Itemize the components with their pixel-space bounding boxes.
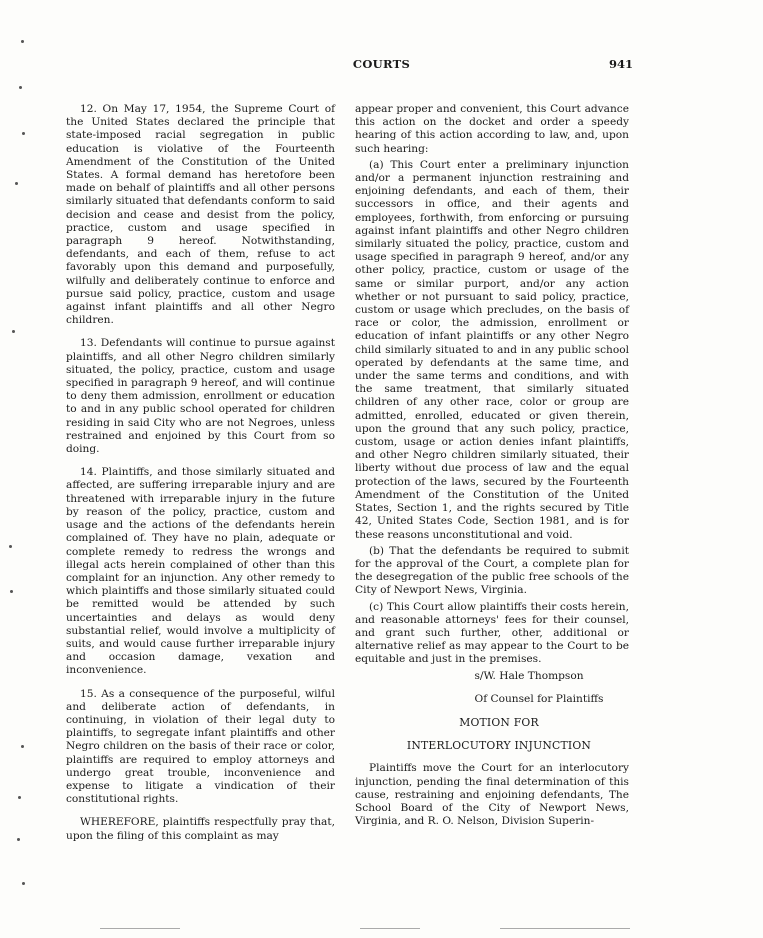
scan-artifact <box>18 796 21 799</box>
prayer-item-a: (a) This Court enter a preliminary injunction and/or a permanent injunction restraining and enjoining defendants, and each of them, their successors in office, and their agents and employees, forthwith, from enforcing or pursuing against infant plaintiffs and other Negro children similarly situated the policy, practice, custom and usage specified in paragraph 9 hereof, and/or any other policy, practice, custom or usage of the same or similar purport, and/or any action whether or not pursuant to said policy, practice, custom or usage which precludes, on the basis of race or color, the admission, enrollment or education of infant plaintiffs or any other Negro child similarly situated to and in any public school operated by defendants at the same time, and under the same terms and conditions, and with the same treatment, that similarly situated children of any other race, color or group are admitted, enrolled, educated or given therein, upon the ground that any such policy, practice, custom, usage or action denies infant plaintiffs, and other Negro children similarly situated, their liberty without due process of law and the equal protection of the laws, secured by the Fourteenth Amendment of the Constitution of the United States, Section 1, and the rights secured by Title 42, United States Code, Section 1981, and is for these reasons unconstitutional and void. <box>355 158 629 541</box>
scan-artifact <box>21 745 24 748</box>
scan-edge-line <box>100 928 180 929</box>
scan-artifact <box>9 545 12 548</box>
running-header-title: COURTS <box>352 57 411 71</box>
wherefore-clause: WHEREFORE, plaintiffs respectfully pray that, upon the filing of this complaint as may <box>66 816 335 842</box>
scan-edge-line <box>360 928 420 929</box>
prayer-item-b: (b) That the defendants be required to submit for the approval of the Court, a complete plan for the desegregation of the public free schools of the City of Newport News, Virginia. <box>355 544 629 597</box>
scan-edge-line <box>500 928 630 929</box>
scan-artifact <box>19 86 22 89</box>
left-column <box>66 103 335 853</box>
scan-artifact <box>15 182 18 185</box>
paragraph-12: 12. On May 17, 1954, the Supreme Court of the United States declared the principle that state-imposed racial segregation in public education is violative of the Fourteenth Amendment of the Constitution of the United States. A formal demand has heretofore been made on behalf of plaintiffs and all other persons similarly situated that defendants conform to said decision and cease and desist from the policy, practice, custom and usage specified in paragraph 9 hereof. Notwithstanding, defendants, and each of them, refuse to act favorably upon this demand and purposefully, wilfully and deliberately continue to enforce and pursue said policy, practice, custom and usage against infant plaintiffs and all other Negro children. <box>66 103 335 327</box>
signature-title: Of Counsel for Plaintiffs <box>474 692 604 705</box>
paragraph-13: 13. Defendants will continue to pursue against plaintiffs, and all other Negro children similarly situated, the policy, practice, custom and usage specified in paragraph 9 hereof, and will continue to deny them admission, enrollment or education to and in any public school operated for children residing in said City who are not Negroes, unless restrained and enjoined by this Court from so doing. <box>66 337 335 456</box>
scan-artifact <box>21 40 24 43</box>
signature: s/W. Hale Thompson <box>474 669 584 682</box>
motion-heading-line1: MOTION FOR <box>459 715 539 729</box>
scan-artifact <box>10 590 13 593</box>
motion-text: Plaintiffs move the Court for an interlocutory injunction, pending the final determination of this cause, restraining and enjoining defendants, The School Board of the City of Newport News, Virginia, and R. O. Nelson, Division Superin- <box>355 762 629 828</box>
prayer-item-c: (c) This Court allow plaintiffs their costs herein, and reasonable attorneys' fees for their counsel, and grant such further, other, additional or alternative relief as may appear to the Court to be equitable and just in the premises. <box>355 600 629 666</box>
scan-artifact <box>22 882 25 885</box>
paragraph-14: 14. Plaintiffs, and those similarly situated and affected, are suffering irreparable injury and are threatened with irreparable injury in the future by reason of the policy, practice, custom and usage and the actions of the defendants herein complained of. They have no plain, adequate or complete remedy to redress the wrongs and illegal acts herein complained of other than this complaint for an injunction. Any other remedy to which plaintiffs and those similarly situated could be remitted would be attended by such uncertainties and delays as would deny substantial relief, would involve a multiplicity of suits, and would cause further irreparable injury and occasion damage, vexation and inconvenience. <box>66 466 335 677</box>
scan-artifact <box>22 132 25 135</box>
scan-artifact <box>17 838 20 841</box>
prayer-continuation: appear proper and convenient, this Court advance this action on the docket and order a speedy hearing of this action according to law, and, upon such hearing: <box>355 103 629 155</box>
page-number: 941 <box>608 57 633 71</box>
scan-artifact <box>12 330 15 333</box>
paragraph-15: 15. As a consequence of the purposeful, wilful and deliberate action of defendants, in continuing, in violation of their legal duty to plaintiffs, to segregate infant plaintiffs and other Negro children on the basis of their race or color, plaintiffs are required to employ attorneys and undergo great trouble, inconvenience and expense to litigate a vindication of their constitutional rights. <box>66 687 335 806</box>
right-column <box>355 103 629 838</box>
motion-heading-line2: INTERLOCUTORY INJUNCTION <box>406 739 592 753</box>
